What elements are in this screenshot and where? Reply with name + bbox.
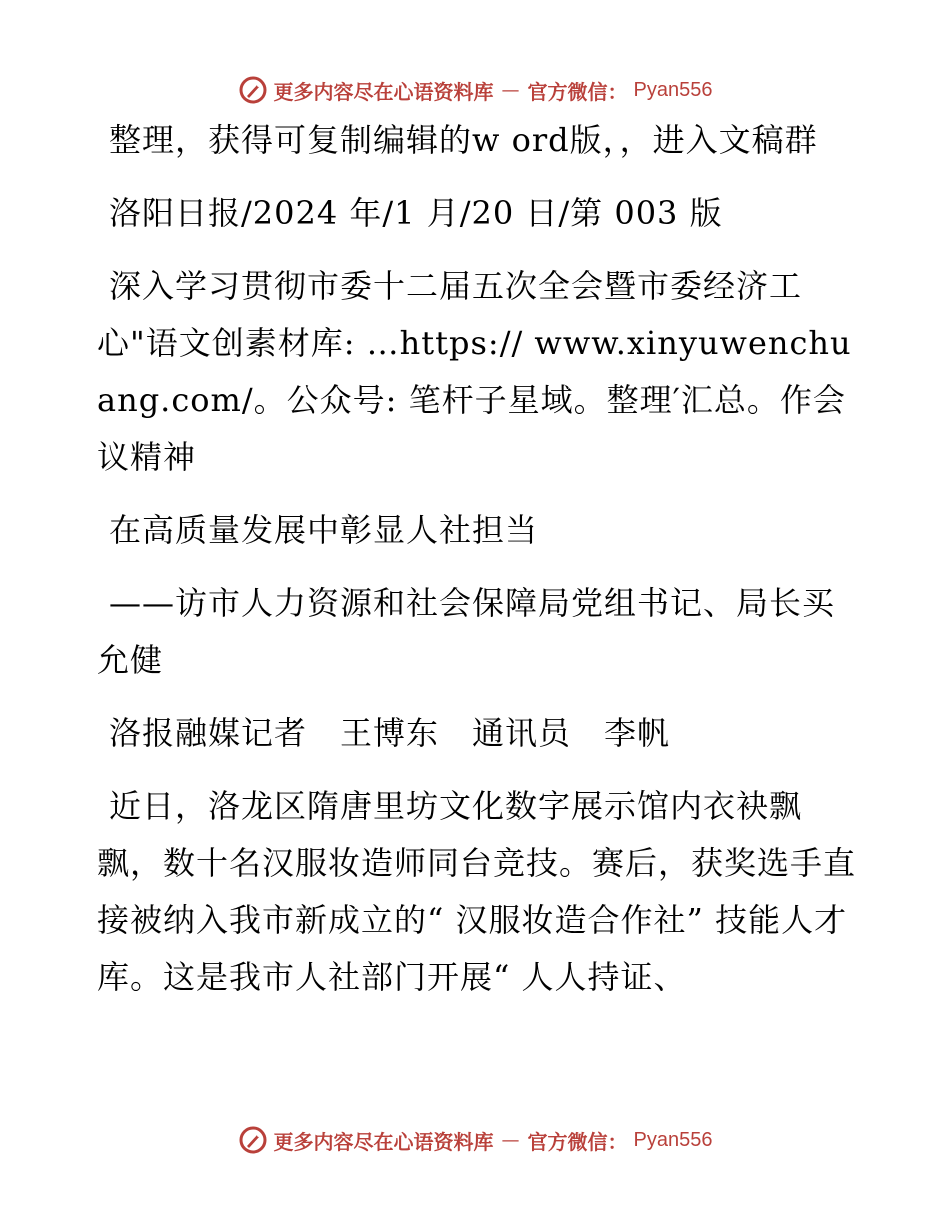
page-footer — [0, 1120, 950, 1160]
paragraph-series-title: 深入学习贯彻市委十二届五次全会暨市委经济工心"语文创素材库: …https:// www.xinyuwenchuang.com/。公众号: 笔杆子星域。整理′汇总。作会议精神 — [97, 267, 852, 476]
footer-separator: — — [501, 1129, 520, 1151]
paragraph-body: 近日，洛龙区隋唐里坊文化数字展示馆内衣袂飘飘，数十名汉服妆造师同台竞技。赛后，获奖选手直接被纳入我市新成立的“ 汉服妆造合作社” 技能人才库。这是我市人社部门开展“ 人人持证、 — [97, 787, 857, 996]
page-header — [0, 70, 950, 110]
article-subtitle: ——访市人力资源和社会保障局党组书记、局长买允健 — [97, 584, 836, 679]
document-body — [97, 112, 857, 1022]
header-banner — [238, 75, 713, 105]
header-wechat-id: Pyan556 — [633, 78, 713, 101]
footer-banner-text: 更多内容尽在心语资料库 — [273, 1129, 494, 1154]
footer-wechat-label: 官方微信： — [527, 1129, 628, 1154]
article-byline: 洛报融媒记者 王博东 通讯员 李帆 — [109, 714, 671, 752]
pen-logo-icon — [238, 75, 268, 105]
footer-banner — [238, 1125, 713, 1155]
header-banner-text: 更多内容尽在心语资料库 — [273, 79, 494, 104]
article-title: 在高质量发展中彰显人社担当 — [109, 511, 539, 549]
header-wechat-label: 官方微信： — [527, 79, 628, 104]
footer-wechat-id: Pyan556 — [633, 1128, 713, 1151]
header-separator: — — [501, 79, 520, 101]
paragraph-source: 洛阳日报/2024 年/1 月/20 日/第 003 版 — [109, 194, 723, 232]
paragraph-intro: 整理，获得可复制编辑的w ord版，，进入文稿群 — [109, 121, 818, 159]
pen-logo-icon — [238, 1125, 268, 1155]
